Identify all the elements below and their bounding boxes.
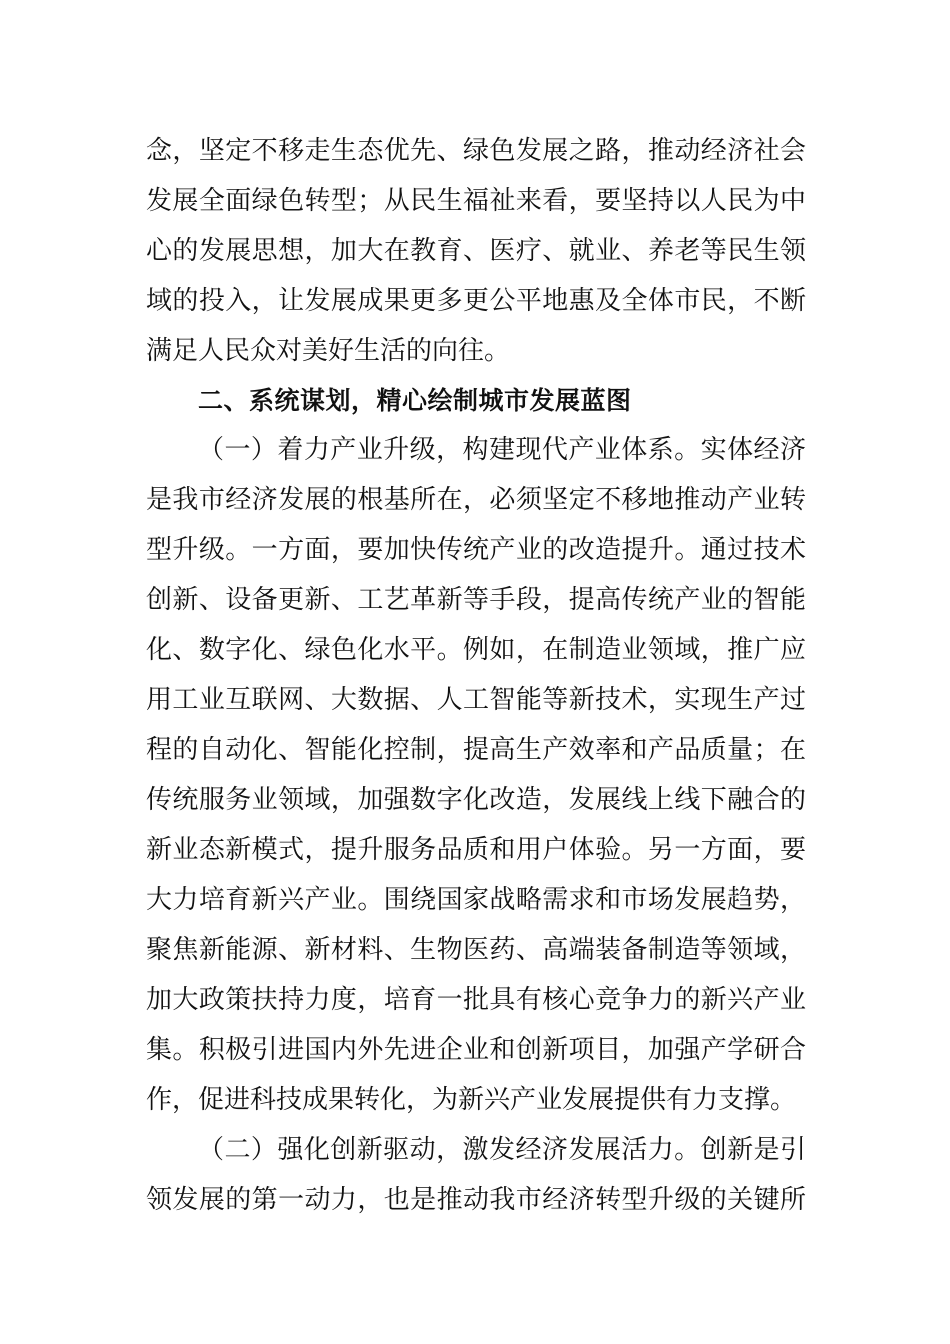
paragraph-line: 程的自动化、智能化控制，提高生产效率和产品质量；在	[146, 735, 806, 765]
paragraph-line: 是我市经济发展的根基所在，必须坚定不移地推动产业转	[146, 485, 806, 515]
paragraph-line: 领发展的第一动力，也是推动我市经济转型升级的关键所	[146, 1185, 806, 1215]
paragraph-line: 大力培育新兴产业。围绕国家战略需求和市场发展趋势，	[146, 885, 806, 915]
paragraph-line: 心的发展思想，加大在教育、医疗、就业、养老等民生领	[146, 236, 806, 266]
paragraph-line: 域的投入，让发展成果更多更公平地惠及全体市民，不断	[146, 286, 806, 316]
paragraph-line: 化、数字化、绿色化水平。例如，在制造业领域，推广应	[146, 635, 806, 665]
section-heading: 二、系统谋划，精心绘制城市发展蓝图	[198, 386, 632, 415]
paragraph-line: （一）着力产业升级，构建现代产业体系。实体经济	[198, 435, 806, 465]
paragraph-line: 加大政策扶持力度，培育一批具有核心竞争力的新兴产业	[146, 985, 806, 1015]
paragraph-line: （二）强化创新驱动，激发经济发展活力。创新是引	[198, 1135, 806, 1165]
paragraph-line: 念，坚定不移走生态优先、绿色发展之路，推动经济社会	[146, 136, 806, 166]
paragraph-line: 集。积极引进国内外先进企业和创新项目，加强产学研合	[146, 1035, 806, 1065]
paragraph-line: 用工业互联网、大数据、人工智能等新技术，实现生产过	[146, 685, 806, 715]
paragraph-line: 满足人民众对美好生活的向往。	[146, 336, 511, 366]
paragraph-line: 作，促进科技成果转化，为新兴产业发展提供有力支撑。	[146, 1085, 797, 1115]
paragraph-line: 发展全面绿色转型；从民生福祉来看，要坚持以人民为中	[146, 186, 806, 216]
paragraph-line: 聚焦新能源、新材料、生物医药、高端装备制造等领域，	[146, 935, 806, 965]
paragraph-line: 新业态新模式，提升服务品质和用户体验。另一方面，要	[146, 835, 806, 865]
paragraph-line: 型升级。一方面，要加快传统产业的改造提升。通过技术	[146, 535, 806, 565]
paragraph-line: 传统服务业领域，加强数字化改造，发展线上线下融合的	[146, 785, 806, 815]
paragraph-line: 创新、设备更新、工艺革新等手段，提高传统产业的智能	[146, 585, 806, 615]
